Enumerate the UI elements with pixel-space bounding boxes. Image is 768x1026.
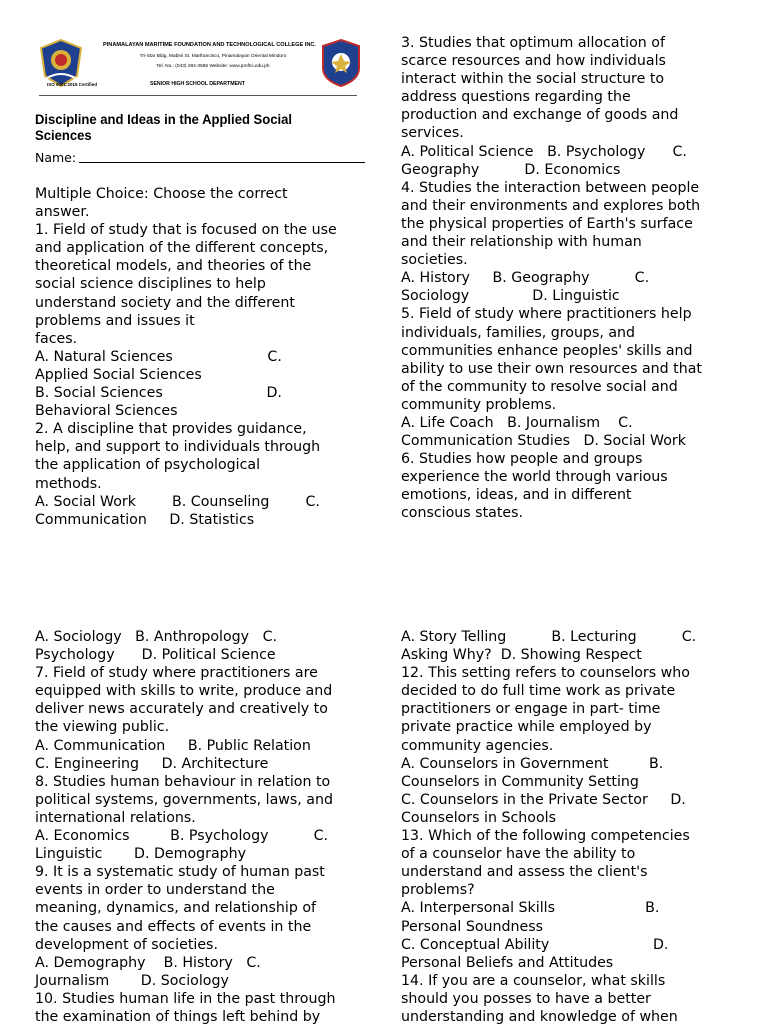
name-label: Name: <box>35 150 77 165</box>
college-address: Tri-Star Bldg. Mabini St. Marfrancisco, Pinamalayan Oriental Mindoro <box>139 54 287 59</box>
questions-bottom-left: A. Sociology B. Anthropology C. Psychology D. Political Science 7. Field of study where practitioners are equipped with skills to write, produce and deliver news accurately and creatively to the viewing public. A. Communication B. Public Relation C. Engineering D. Architecture 8. Studies human behaviour in relation to political systems, governments, laws, and international relations. A. Economics B. Psychology C. Linguistic D. Demography 9. It is a systematic study of human past events in order to understand the meaning, dynamics, and relationship of the causes and effects of events in the development of societies. A. Demography B. History C. Journalism D. Sociology 10. Studies human life in the past through the examination of things left behind by <box>35 629 336 1025</box>
questions-top-right: 3. Studies that optimum allocation of scarce resources and how individuals interact within the social structure to address questions regarding the production and exchange of goods and services. A. Political Science B. Psychology C. Geography D. Economics 4. Studies the interaction between people and their environments and explores both the physical properties of Earth's surface and their relationship with human societies. A. History B. Geography C. Sociology D. Linguistic 5. Field of study where practitioners help individuals, families, groups, and communities enhance peoples' skills and ability to use their own resources and that of the community to resolve social and community problems. A. Life Coach B. Journalism C. Communication Studies D. Social Work 6. Studies how people and groups experience the world through various emotions, ideas, and in different conscious states. <box>401 35 702 522</box>
right-seal-icon <box>319 38 363 88</box>
document-header <box>35 34 365 98</box>
iso-certification: ISO 9001:2015 Certified <box>47 82 98 87</box>
college-name: PINAMALAYAN MARITIME FOUNDATION AND TECHNOLOGICAL COLLEGE INC. <box>103 42 316 48</box>
document-title: Discipline and Ideas in the Applied Social Sciences <box>35 112 292 144</box>
header-rule <box>39 95 357 96</box>
name-field-line[interactable] <box>79 162 365 163</box>
questions-top-left: Multiple Choice: Choose the correct answer. 1. Field of study that is focused on the use and application of the different concepts, theoretical models, and theories of the social science disciplines to help understand society and the different problems and issues it faces. A. Natural Sciences C. Applied Social Sciences B. Social Sciences D. Behavioral Sciences 2. A discipline that provides guidance, help, and support to individuals through the application of psychological methods. A. Social Work B. Counseling C. Communication D. Statistics <box>35 186 337 528</box>
college-contact: Tel. No.: (043) 284-3566 Website: www.pmftci.edu.ph <box>156 64 270 69</box>
questions-bottom-right: A. Story Telling B. Lecturing C. Asking Why? D. Showing Respect 12. This setting refers to counselors who decided to do full time work as private practitioners or engage in part- time private practice while employed by community agencies. A. Counselors in Government B. Counselors in Community Setting C. Counselors in the Private Sector D. Counselors in Schools 13. Which of the following competencies of a counselor have the ability to understand and assess the client's problems? A. Interpersonal Skills B. Personal Soundness C. Conceptual Ability D. Personal Beliefs and Attitudes 14. If you are a counselor, what skills should you posses to have a better understanding and knowledge of when <box>401 629 697 1025</box>
left-seal-icon <box>39 38 83 88</box>
department-name: SENIOR HIGH SCHOOL DEPARTMENT <box>150 81 245 87</box>
